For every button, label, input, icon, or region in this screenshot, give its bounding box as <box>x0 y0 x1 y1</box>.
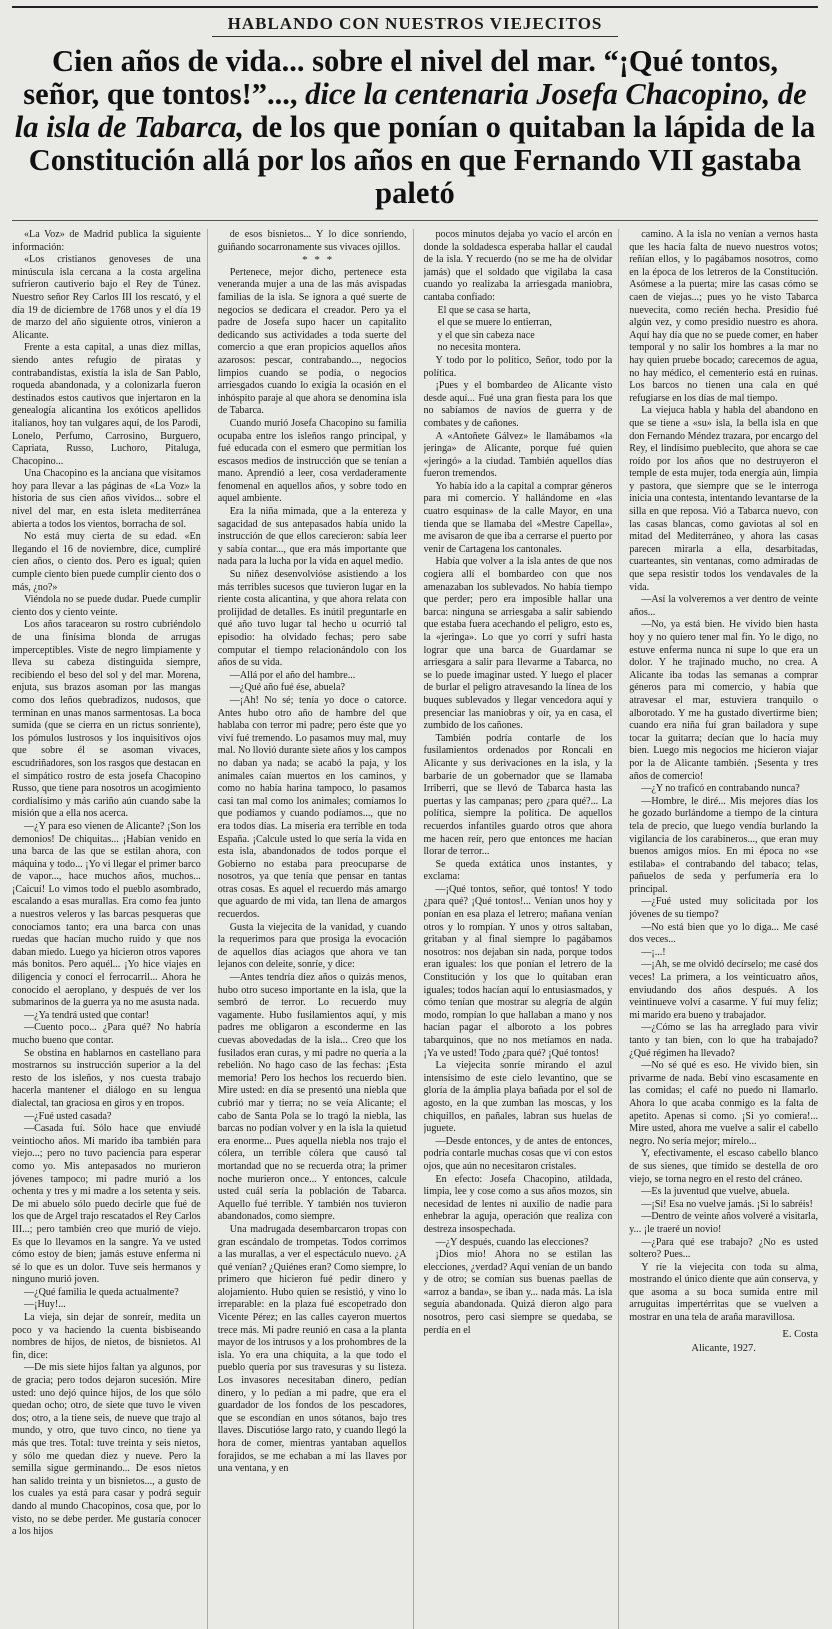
paragraph: y el que sin cabeza nace <box>437 329 535 341</box>
paragraph: —Casada fuí. Sólo hace que enviudé veintiocho años. Mi marido iba también para viejo...; pero no tuvo paciencia para esperar como yo. Mis antepasados no murieron jóvenes tampoco; mi padre murió a los ochenta y tres y mi madre a los setenta y seis. De mi abuelo sólo puedo decirle que fué de los que de Argel trajo rescatados el Rey Carlos III...; pero también creo que murió de viejo. Es que lo llevamos en la sangre. Ya ve usted cómo estoy de bien; jamás estuve enferma ni sé lo que es un dolor. Tuve seis hermanos y ninguno murió joven. <box>12 1123 201 1286</box>
paragraph: el que se muere lo entierran, <box>437 317 552 329</box>
author-signature: E. Costa <box>782 1328 818 1340</box>
headline-part-a: Cien años de vida... sobre el nivel del mar. “¡Qué tontos, señor, que tontos!”..., <box>23 44 779 111</box>
paragraph: —¿Y para eso vienen de Alicante? ¡Son los demonios! De chiquitas... ¡Habían venido en una barca de las que se estilan ahora, con máquina y todo... ¡Yo vi llegar el primer barco de vapor..., hace muchos años, muchos... ¡Caicuí! Lo vimos todo el pueblo asombrado, escalando a esas murallas. Era como fea junto a nuestros veleros y las barcas pesqueras que conocíamos tanto; era una barca con unas ruedas que hacían mucho ruido y que nos daban miedo. Luego ya hicieron otros vapores más bonitos. Pero aquél... ¡Yo hice viajes en diligencia y conocí el ferrocarril... Ahora he conocido el aeroplano, y después de ver los submarinos de la guerra ya no me asusta nada. <box>12 820 201 1009</box>
column-4-body <box>629 229 818 1325</box>
paragraph: ¡Dios mío! Ahora no se estilan las elecciones, ¿verdad? Aquí venían de un bando y de otro; se comían sus buenas paellas de «arroz a banda», se iban y... nada más. La isla seguía abandonada. Quizá dieron algo para nosotros, pero casi siempre se quedaba, se perdía en el <box>423 1249 613 1336</box>
article-columns <box>12 229 818 1629</box>
paragraph: —¿Y no traficó en contrabando nunca? <box>641 783 800 795</box>
paragraph: no necesita montera. <box>437 342 521 354</box>
paragraph: —¡...! <box>641 946 666 958</box>
paragraph: Y todo por lo político, Señor, todo por la política. <box>423 354 613 379</box>
paragraph: Y, efectivamente, el escaso cabello blanco de sus sienes, que tímido se destella de oro viejo, se torna negro en el resto del cráneo. <box>629 1148 818 1185</box>
paragraph: Había que volver a la isla antes de que nos cogiera allí el bombardeo con que nos amenazaban los sublevados. No había tiempo que perder; pero era imposible hallar una barca: ninguna se arriesgaba a salir sabiendo que estaba fuera acechando el peligro, esto es, la «jeringa». Lo que yo corrí y sufrí hasta lograr que una barca de Guardamar se arriesgara a salir para llevarme a Tabarca, no se lo puede imaginar usted. Y luego el placer de burlar el peligro atravesando la línea de los buques sublevados y llegar vencedora aquí y presenciar las maniobras y oír, ya en casa, el zumbido de los cañones. <box>423 556 613 732</box>
paragraph: * * * <box>302 254 335 267</box>
paragraph: camino. A la isla no venían a vernos hasta que les hacía falta de nuevo nuestros votos; reñían ellos, y lo pagábamos nosotros, como en la época de los letreros de la Constitución. Asómese a la puerta; mire las casas cómo se caen de viejas...; pues yo he visto Tabarca nuevecita, como recién hecha. Presidio fué algún vez, y como presidio nuestro es ahora. Aquí hay día que no se puede comer, en haber temporal y no salir los hombres a la mar no hay quien pruebe bocado; carecemos de agua, no hay médico, el cementerio está en ruinas. Los barcos no tienen una cala en qué refugiarse en los días de mal tiempo. <box>629 229 818 404</box>
paragraph: Y ríe la viejecita con toda su alma, mostrando el único diente que aún conserva, y que asoma a su boca sumida entre mil arruguitas impertérritas que se vuelven a mostrar en una tela de araña maravillosa. <box>629 1261 818 1324</box>
paragraph: —Hombre, le diré... Mis mejores días los he gozado burlándome a tiempo de la cintura tela de precio, que luego vendía burlando la vigilancia de los carabineros..., que eran muy buenos amigos míos. En mi época no «se estilaba» el contrabando del tabaco; telas, pañuelos de seda y perfumería era lo principal. <box>629 795 818 895</box>
paragraph: Cuando murió Josefa Chacopino su familia ocupaba entre los isleños rango principal, y fué educada con el esmero que permitían los escasos medios de instrucción que se tenían a mano. Aprendió a leer, cosa verdaderamente fenomenal en aquellos años, y sobre todo en aquel ambiente. <box>217 417 407 505</box>
column-3 <box>424 229 620 1629</box>
paragraph: —¡Huy!... <box>24 1299 66 1311</box>
paragraph: Los años taracearon su rostro cubriéndolo de una finísima blonda de arrugas imperceptibles. Viste de negro limpiamente y lleva su cabeza distinguida siempre, recibiendo el beso del sol y del mar. Morena, enjuta, sus brazos asoman por las mangas como dos leños quebradizos, nudosos, que terminan en unas manos sarmentosas. La boca sumida (que se cierra en un rictus sonriente), los pómulos lustrosos y los inquisitivos ojos que sobre él se asoman vivaces, escudriñadores, son los rasgos que destacan en el simpático rostro de esta josefa Chacopino Russo, que tiene para nosotros un acogimiento cordialísimo y más cariño aún cuando sabe la misión que a ella nos acerca. <box>12 619 201 820</box>
column-4 <box>629 229 818 1629</box>
paragraph: —¿Qué familia le queda actualmente? <box>24 1286 179 1298</box>
paragraph: Frente a esta capital, a unas diez millas, siendo antes refugio de piratas y contrabandistas, existía la isla de San Pablo, roqueda abandonada, y a colonizarla fueron destinados estos cautivos que injertaron en la genealogía alicantina los exóticos apellidos italianos, hoy tan vulgares aquí, de los Parodi, Lonelo, Perfumo, Carrosino, Burguero, Capriata, Russo, Luchoro, Pitaluga, Chacopino... <box>12 342 201 467</box>
paragraph: No está muy cierta de su edad. «En llegando el 16 de noviembre, dice, cumpliré cien años, o ciento dos. Pero es igual; quien cumple ciento bien puede cumplir ciento dos o más, ¿no?» <box>12 531 201 593</box>
paragraph: Su niñez desenvolvióse asistiendo a los más terribles sucesos que tuvieron lugar en la riente costa alicantina, y que ahora relata con prolijidad de detalles. Es inútil preguntarle en qué año tuvo lugar tal hecho u ocurrió tal episodio: ha olvidado fechas; pero sabe computar el tiempo relacionándolo con los años de su vida. <box>217 569 407 669</box>
paragraph: —¡Qué tontos, señor, qué tontos! Y todo ¿para qué? ¡Qué tontos!... Venían unos hoy y ponían en esa plaza el letrero; mañana venían otros y lo rompían. Y unos y otros saltaban, gritaban y al final siempre lo pagábamos nosotros: nos dejaban sin nada, porque todos eran iguales: los que ponían el letrero de la Constitución y los que lo quitaban eran iguales; todos hacían aquí lo entusiasmados, y cómo tenían que mostrar su alegría de algún modo, rompían lo que hallaban a mano y nos hacían pagar el alboroto a los pobres tabarquinos, que no nos metíamos en nada. ¡Ya ve usted! Todo ¿para qué? ¡Qué tontos! <box>423 883 613 1059</box>
headline-rule <box>12 220 818 221</box>
paragraph: —No sé qué es eso. He vivido bien, sin privarme de nada. Bebí vino escasamente en las comidas; el café no puedo ni llamarlo. Ahora lo que acaba conmigo es la falta de apetito. Apenas si como. ¡Si yo comiera!... Mire usted, ahora me vuelve a salir el cabello negro. No sería mejor; mírelo... <box>629 1060 818 1147</box>
paragraph: El que se casa se harta, <box>437 304 531 316</box>
paragraph: —No, ya está bien. He vivido bien hasta hoy y no quiero tener mal fin. Yo le digo, no estuve enferma nunca ni supe lo que era un dolor. Y he trajinado mucho, no crea. A Alicante iba todas las semanas a comprar géneros para mi comercio, y había que atravesar el mar, estuviera tranquilo o alborotado. Y me ha gustado divertirme bien; cuando era niña fuí gran bailadora y supe tocar la guitarra; decían que lo hacía muy bien. Luego mis negocios me hicieron viajar por la de Alicante también. ¡Sesenta y tres años de comercio! <box>629 619 818 782</box>
paragraph: —¿Cómo se las ha arreglado para vivir tanto y tan bien, con lo que ha trabajado? ¿Qué régimen ha llevado? <box>629 1022 818 1059</box>
paragraph: Se queda extática unos instantes, y exclama: <box>423 858 613 883</box>
paragraph: —¿Y después, cuando las elecciones? <box>435 1236 589 1248</box>
paragraph: —Dentro de veinte años volveré a visitarla, y... ¡le traeré un novio! <box>629 1211 818 1235</box>
paragraph: —Es la juventud que vuelve, abuela. <box>641 1186 790 1198</box>
paragraph: de esos bisnietos... Y lo dice sonriendo, guiñando socarronamente sus vivaces ojillos. <box>217 229 407 253</box>
paragraph: —¡Ah! No sé; tenía yo doce o catorce. Antes hubo otro año de hambre del que hablaba con terror mi padre; pero éste que yo viví fué tremendo. Lo pasamos muy mal, muy mal. No llovió durante siete años y los campos no daban ya nada; se acabó la paja, y los animales caían muertos en los caminos, y como no había harina tampoco, lo pasamos casi tan mal como los animales; comíamos lo que podíamos y cuando podíamos..., que no era todos días. La miseria era terrible en toda España. ¡Calcule usted lo que sería la vida en esta isla, abandonados de todos porque el Gobierno no estaba para preocuparse de nosotros, ya que tenía que pensar en tantas otras cosas. Es aquel el recuerdo más amargo que aguardo de mi vida, tan llena de amargos recuerdos. <box>217 694 407 921</box>
paragraph: Una madrugada desembarcaron tropas con gran escándalo de trompetas. Todos corrimos a las murallas, a ver el espectáculo nuevo. ¿A qué venían? ¿Quiénes eran? Como siempre, lo primero que hicieron fué pedir dinero y alojamiento. Hubo quien se resistió, y vino lo irreparable: en la plaza fué escopetrado don Vicente Pérez; en las calles cayeron muertos trece más. Mi padre reunió en casa a la planta mayor de los intrusos y a los prohombres de la isla. Yo era una chiquita, a la que todo el pueblo quería por sus travesuras y su listeza. Los invasores necesitaban dinero, pedían dinero, y lo pedían a mi padre, que era el guardador de los fondos de los pescadores, que se escondían en unos sótanos, bajo tres llaves. Discutióse largo rato, y cuando llegó la hora de comer, mientras yantaban aquellos forajidos, se me echaban a mí las llaves por una ventana, y en <box>217 1223 407 1475</box>
paragraph: —Allá por el año del hambre... <box>229 669 356 681</box>
paragraph: —Desde entonces, y de antes de entonces, podría contarle muchas cosas que vi con estos ojos, que aún no necesitaron cristales. <box>423 1135 613 1172</box>
paragraph: La vieja, sin dejar de sonreír, medita un poco y va haciendo la cuenta bisbiseando nombres de hijos, de nietos, de bisnietos. Al fin, dice: <box>12 1312 201 1361</box>
top-rule <box>12 6 818 8</box>
paragraph: —¡Ah, se me olvidó decírselo; me casé dos veces! La primera, a los veinticuatro años, enviudando dos años después. A los veintinueve volví a casarme. Y fuí muy feliz; mi marido era bueno y trabajador. <box>629 959 818 1021</box>
paragraph: Yo había ido a la capital a comprar géneros para mi comercio. Y hallándome en «las cuatro esquinas» de la calle Mayor, en una tienda que se llamaba del «Mestre Capella», me avisaron de que iba a cerrarse el puerto por venir de Cartagena los cantonales. <box>423 480 613 555</box>
paragraph: En efecto: Josefa Chacopino, atildada, limpia, lee y cose como a sus años mozos, sin necesidad de lentes ni auxilio de nadie para enhebrar la aguja, operación que realiza con destreza insospechada. <box>423 1173 613 1235</box>
paragraph: Una Chacopino es la anciana que visitamos hoy para llevar a las páginas de «La Voz» la historia de sus cien años vividos... sobre el nivel del mar, en esta isleta mediterránea abierta a todos los vientos, borracha de sol. <box>12 468 201 530</box>
section-title: HABLANDO CON NUESTROS VIEJECITOS <box>227 14 603 33</box>
paragraph: La viejecita sonríe mirando el azul intensísimo de este cielo levantino, que se gloría de la ámplia playa bañada por el sol de agosto, en la que zumban las moscas, y los chiquillos, en pañales, labran sus huelas de juguete. <box>423 1060 613 1135</box>
paragraph: —¡Sí! Esa no vuelve jamás. ¡Si lo sabréis! <box>641 1198 813 1210</box>
paragraph: —¿Fué usted muy solicitada por los jóvenes de su tiempo? <box>629 896 818 921</box>
paragraph: —¿Fué usted casada? <box>24 1110 112 1122</box>
paragraph: —No está bien que yo lo diga... Me casé dos veces... <box>629 921 818 946</box>
paragraph: —¿Qué año fué ése, abuela? <box>229 682 345 694</box>
paragraph: —¿Ya tendrá usted que contar! <box>24 1009 150 1021</box>
paragraph: —Cuento poco... ¿Para qué? No habría mucho bueno que contar. <box>12 1022 201 1046</box>
paragraph: «La Voz» de Madrid publica la siguiente información: <box>12 229 201 253</box>
paragraph: También podría contarle de los fusilamientos ordenados por Roncali en Alicante y sus derivaciones en la isla, y la barbarie de un gobernador que se llamaba Irriberri, que se llevó de Tabarca hasta las puertas y las campanas; pero ¿para qué?... La política, siempre la política. De aquellos recuerdos infantiles guardo otros que ahora me hacen reír, pero que entonces me hacían llorar de terror... <box>423 732 613 858</box>
paragraph: —Así la volveremos a ver dentro de veinte años... <box>629 594 818 618</box>
paragraph: Era la niña mimada, que a la entereza y sagacidad de sus antepasados había unido la instrucción de que ellos carecieron: sabía leer y sabía contar..., que era más importante que nada para la lucha por la vida en aquel medio. <box>217 506 407 568</box>
paragraph: Viéndola no se puede dudar. Puede cumplir ciento dos y ciento veinte. <box>12 594 201 618</box>
paragraph: Gusta la viejecita de la vanidad, y cuando la requerimos para que prosiga la evocación de aquellos días aciagos que ahora ve tan lejanos con deleite, sonríe, y dice: <box>217 921 407 971</box>
paragraph: pocos minutos dejaba yo vacío el arcón en donde la soldadesca esperaba hallar el caudal de la isla. Y recuerdo (no se me ha de olvidar jamás) que el soldado que vigilaba la casa cuando yo realizaba la arriesgada maniobra, cantaba confiado: <box>423 229 613 303</box>
paragraph: «Los cristianos genoveses de una minúscula isla cercana a la costa argelina sufrieron cautiverio bajo el Rey de Túnez. Nuestro señor Rey Carlos III los rescató, y el día 19 de diciembre de 1768 unos y el día 19 de marzo del año siguiente otros, vinieron a Alicante. <box>12 254 201 341</box>
paragraph: —¿Para qué ese trabajo? ¿No es usted soltero? Pues... <box>629 1236 818 1261</box>
paragraph: La viejuca habla y habla del abandono en que se tiene a «su» isla, la bella isla en que don Fernando Méndez trazara, por encargo del Rey, el lindísimo pueblecito, que ahora se cae roído por los años que no destruyeron el temple de esta mujer, toda energía aún, limpia y pastora, que siempre que se le interroga inicia una contesta, intentando levantarse de la silla en que reposa. Vió a Tabarca nuevo, con las casas blancas, como gaviotas al sol en mitad del Mediterráneo, y ahora las casas parecen mirarla a ella, desarbitadas, cuarteantes, sin ventanas, como admiradas de que sepa resistir todos los vendavales de la vida. <box>629 405 818 593</box>
headline <box>12 45 818 210</box>
paragraph: A «Antoñete Gálvez» le llamábamos «la jeringa» de Alicante, porque fué quien «jeringó» a la ciudad. También aquellos días fueron tremendos. <box>423 430 613 480</box>
place-date: Alicante, 1927. <box>691 1343 756 1355</box>
paragraph: —De mis siete hijos faltan ya algunos, por de gracia; pero todos dejaron sucesión. Mire usted: uno dejó quince hijos, de los que sólo quedan ocho; otro, de siete que tuvo le viven dos; otro, a la tiene seis, de nueve que trajo al mundo, y otro, que tuvo cinco, no tiene ya más que tres. Total: tuve treinta y seis nietos, y sólo me quedan diez y nueve. Pero la semilla sigue germinando... De esos nietos han salido treinta y un bisnietos..., a gusto de los cuales ya está para casar y podrá seguir dando al mundo Chacopinos, cosa que, por lo visto, no se debe perder. Me gustaría conocer a los hijos <box>12 1362 201 1538</box>
paragraph: Se obstina en hablarnos en castellano para mostrarnos su instrucción superior a la del resto de los isleños, y nos cuesta trabajo hacerla mantener el diálogo en su lengua dialectal, tan graciosa en giros y en tropos. <box>12 1047 201 1109</box>
column-1 <box>12 229 208 1629</box>
column-2 <box>218 229 414 1629</box>
headline-part-c: de los que ponían o quitaban la lápida de la Constitución allá por los años en que Fernando VII gastaba paletó <box>28 110 816 210</box>
section-rule <box>212 36 618 37</box>
paragraph: —Antes tendría diez años o quizás menos, hubo otro suceso importante en la isla, que la sembró de terror. Lo recuerdo muy vagamente. Hubo fusilamientos aquí, y mis padres me obligaron a esconderme en las cuevas abovedadas de la isla... Creo que los fusilados eran curas, y mi padre no quería a la rebelión. No hago caso de las fechas: ¡Esta memoria! Pero los hechos los recuerdo bien. Mire usted: en día se presentó una niebla que cubrió mar y tierra; no se veía Alicante; el cabo de Santa Pola se lo tragó la niebla, las barcas no podían volver y en la isla la quietud era enorme... Pues aquella niebla nos trajo el cólera, un terrible cólera que causó tal mortandad que no se recuerda otra; la primer noche murieron once... Y entonces, calcule usted cuál sería la población de Tabarca. Aquello fué terrible. Y también nos tuvieron abandonados, como siempre. <box>217 972 407 1223</box>
paragraph: Pertenece, mejor dicho, pertenece esta veneranda mujer a una de las más avispadas familias de la isla. Se ignora a qué suerte de negocios se dedicara el creador. Pero ya el padre de Josefa supo hacer un capitalito dedicando sus actividades a toda suerte del comercio a que eran propicios aquellos años azarosos: pescar, contrabando..., negocios limpios cuando se podía, o negocios arriesgados cuando lo exigía la ocasión en el inhóspito paraje al que ahora se denomina isla de Tabarca. <box>217 266 407 417</box>
headline-part-b: dice la centenaria Josefa Chacopino, de la isla de Tabarca, <box>14 77 807 144</box>
paragraph: ¡Pues y el bombardeo de Alicante visto desde aquí... Fué una gran fiesta para los que no sabíamos de navíos de guerra y de combates y de cañones. <box>423 380 613 429</box>
